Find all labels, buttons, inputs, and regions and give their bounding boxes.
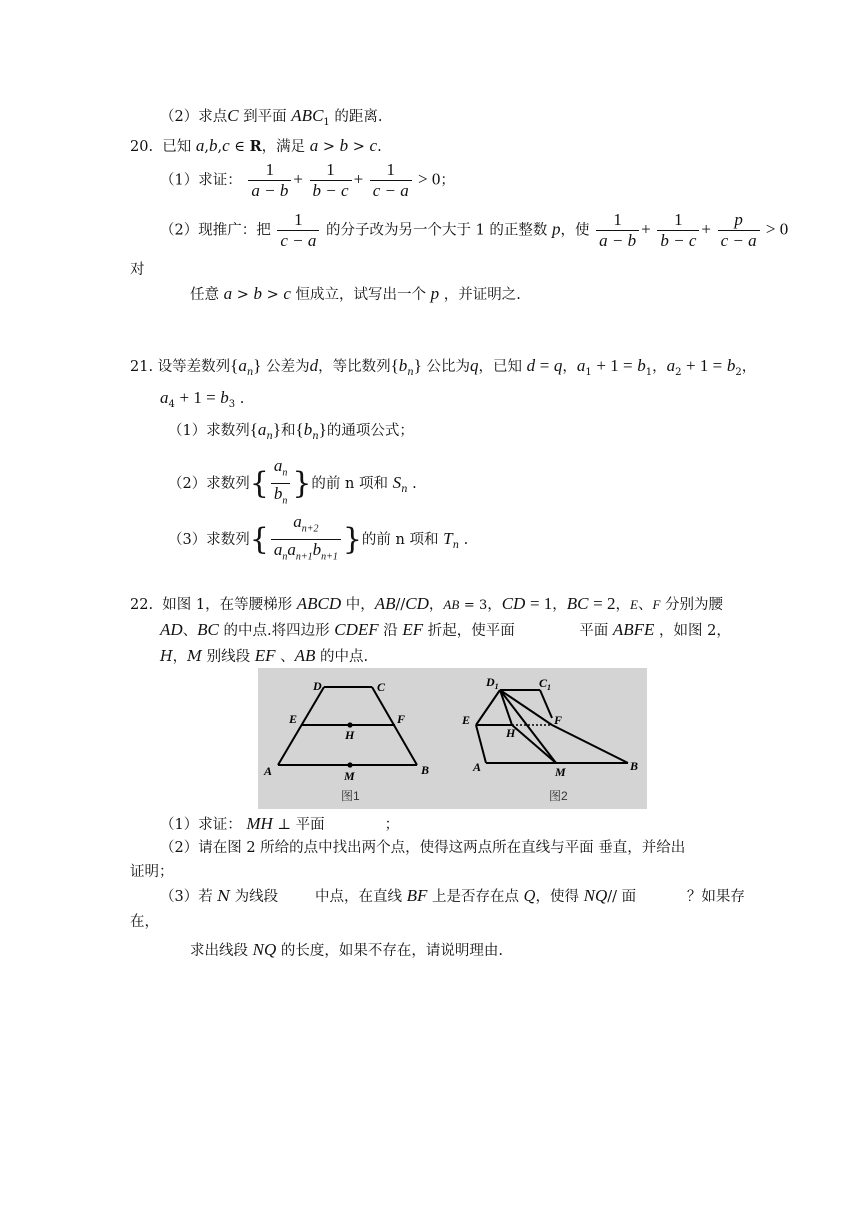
q20-part1-prefix: （1）求证： [160, 172, 242, 189]
q20-part2-line2: 任意 a > b > c 恒成立，试写出一个 p ，并证明之. [190, 284, 521, 303]
fig2-caption: 图2 [549, 789, 568, 803]
q22-part2a: （2）请在图 2 所给的点中找出两个点，使得这两点所在直线与平面 垂直，并给出 [160, 840, 686, 856]
q22-part3a: （3）若 N 为线段 中点，在直线 BF 上是否存在点 Q，使得 NQ// 面 ？如果存 [160, 886, 745, 905]
figure2 [476, 690, 628, 763]
q22-part3b: 在， [130, 914, 159, 930]
fig2-label-d1: $D_1$ [486, 675, 499, 691]
q22-line3: H，M 别线段 EF 、AB 的中点. [160, 646, 369, 665]
q20-part1: （1）求证： $\frac{1}{a - b}$ + $\frac{1}{b - c}$ + $\frac{1}{c - a}$ > 0； [160, 160, 455, 200]
fig1-caption: 图1 [341, 789, 360, 803]
fig2-label-e: E [462, 713, 471, 727]
q19-part2: （2）求点C 到平面 $ABC_1$ 的距离. [160, 106, 383, 128]
q22-part1: （1）求证： MH ⊥ 平面 ； [160, 814, 400, 833]
fig1-label-a: A [264, 764, 273, 778]
q20-part2-tail: 对 [130, 262, 145, 278]
q22-part2b: 证明； [130, 864, 174, 880]
fig2-label-c1: $C_1$ [539, 676, 552, 692]
fig2-label-b: B [630, 759, 639, 773]
figures-svg [258, 668, 647, 809]
figure1 [278, 687, 417, 765]
q22-line2: AD、BC 的中点.将四边形 CDEF 沿 EF 折起，使平面 平面 ABFE ，如图 2， [160, 620, 731, 639]
fig2-label-h: H [506, 726, 516, 740]
q21-part3: （3）求数列{ $\frac{a_{n+2}}{a_na_{n+1}b_{n+1}}$ }的前 n 项和 $T_n$ . [168, 512, 469, 563]
q21-part2: （2）求数列{ $\frac{a_n}{b_n}$ }的前 n 项和 $S_n$ . [168, 456, 417, 507]
q21-part1: （1）求数列$\{a_n\}$和$\{b_n\}$的通项公式； [168, 420, 414, 442]
q22-part3c: 求出线段 NQ 的长度，如果不存在，请说明理由. [190, 940, 503, 959]
fig1-label-c: C [377, 680, 386, 694]
fig2-label-f: F [554, 713, 563, 727]
fig1-label-h: H [345, 728, 355, 742]
point-h [347, 722, 352, 727]
fig1-label-e: E [289, 712, 298, 726]
fig1-label-b: B [421, 763, 430, 777]
fig2-label-a: A [473, 760, 482, 774]
q20-part2: （2）现推广：把 $\frac{1}{c - a}$ 的分子改为另一个大于 1 的正整数 p，使 $\frac{1}{a - b}$ + $\frac{1}{b - c}$ + $\frac{p}{c - a}$ > 0 [160, 210, 789, 250]
q22-line1: 22. 如图 1，在等腰梯形 ABCD 中，AB//CD，AB = 3，CD = 1，BC = 2，E、F 分别为腰 [130, 594, 723, 613]
fig1-label-d: D [313, 679, 322, 693]
figure-panel [258, 668, 647, 809]
fig1-label-m: M [344, 769, 355, 783]
q20-stem: 20. 已知 a,b,c ∈ R，满足 a > b > c. [130, 136, 382, 155]
point-m [347, 762, 352, 767]
q21-stem-2: $a_4 + 1 = b_3$ . [160, 388, 245, 410]
q21-stem: 21. 设等差数列$\{a_n\}$ 公差为d，等比数列$\{b_n\}$ 公比为q，已知 d = q，$a_1 + 1 = b_1$，$a_2 + 1 = b_2$， [130, 356, 757, 378]
fig1-label-f: F [397, 712, 406, 726]
fig2-label-m: M [555, 765, 566, 779]
